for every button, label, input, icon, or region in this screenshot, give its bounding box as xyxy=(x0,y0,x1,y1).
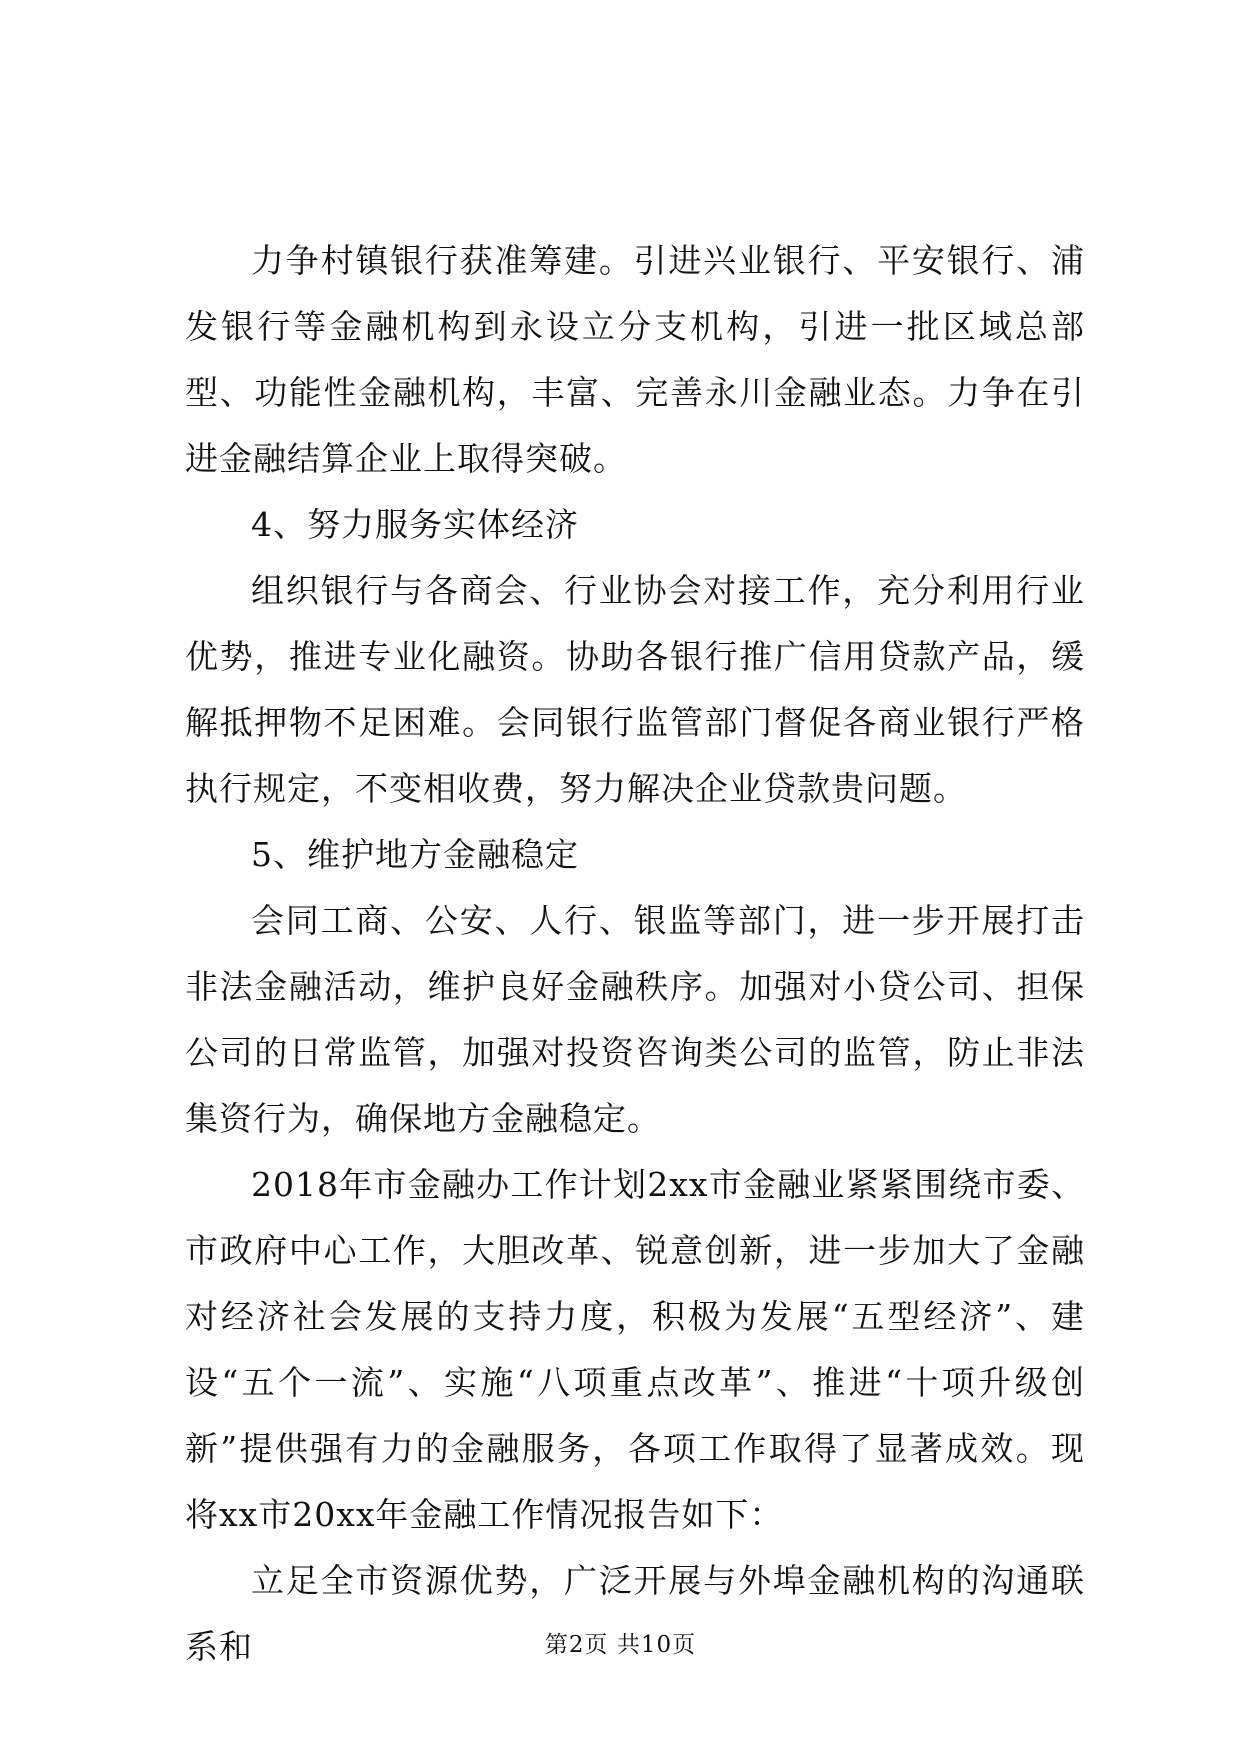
page-footer: 第2页 共10页 xyxy=(544,1632,697,1658)
paragraph-resource-advantage: 立足全市资源优势，广泛开展与外埠金融机构的沟通联系和 xyxy=(185,1561,1085,1666)
paragraph-village-bank: 力争村镇银行获准筹建。引进兴业银行、平安银行、浦发银行等金融机构到永设立分支机构，引进一批区域总部型、功能性金融机构，丰富、完善永川金融业态。力争在引进金融结算企业上取得突破。 xyxy=(185,241,1085,478)
document-body xyxy=(185,228,1085,1680)
section-heading-real-economy: 4、努力服务实体经济 xyxy=(251,505,579,544)
paragraph-financial-stability: 会同工商、公安、人行、银监等部门，进一步开展打击非法金融活动，维护良好金融秩序。加强对小贷公司、担保公司的日常监管，加强对投资咨询类公司的监管，防止非法集资行为，确保地方金融稳定。 xyxy=(185,901,1085,1138)
paragraph-work-plan: 2018年市金融办工作计划2xx市金融业紧紧围绕市委、市政府中心工作，大胆改革、锐意创新，进一步加大了金融对经济社会发展的支持力度，积极为发展“五型经济”、建设“五个一流”、实施“八项重点改革”、推进“十项升级创新”提供强有力的金融服务，各项工作取得了显著成效。现将xx市20xx年金融工作情况报告如下： xyxy=(185,1165,1085,1534)
paragraph-real-economy: 组织银行与各商会、行业协会对接工作，充分利用行业优势，推进专业化融资。协助各银行推广信用贷款产品，缓解抵押物不足困难。会同银行监管部门督促各商业银行严格执行规定，不变相收费，努力解决企业贷款贵问题。 xyxy=(185,571,1085,808)
section-heading-financial-stability: 5、维护地方金融稳定 xyxy=(251,835,579,874)
